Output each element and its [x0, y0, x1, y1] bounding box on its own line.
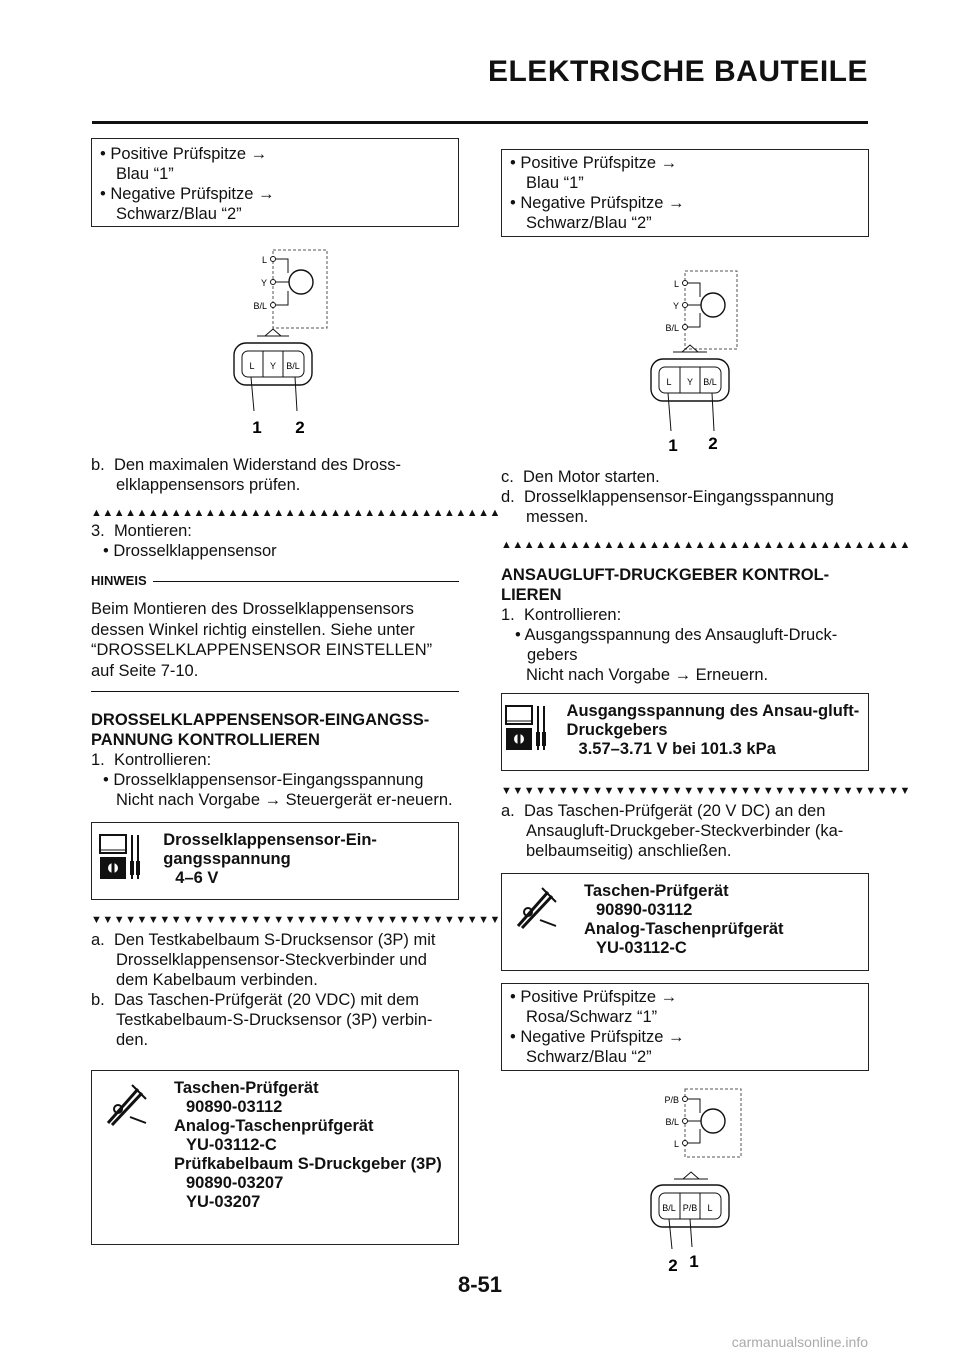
pin-label: L	[673, 1139, 679, 1149]
sensor-symbol	[701, 293, 725, 317]
connector-pin-label: L	[249, 361, 255, 371]
tool-line: Analog-Taschenprüfgerät	[584, 920, 784, 938]
connector-pin-label: L	[666, 377, 672, 387]
page-number: 8-51	[457, 1272, 503, 1297]
sensor-outline	[273, 250, 327, 328]
tool-box-left	[91, 1070, 459, 1245]
pin-dot	[683, 281, 688, 286]
triangle-row-end: ▲▲▲▲▲▲▲▲▲▲▲▲▲▲▲▲▲▲▲▲▲▲▲▲▲▲▲▲▲▲▲▲▲▲▲▲	[501, 539, 911, 551]
probe-line: Schwarz/Blau “2”	[116, 205, 242, 223]
pin-label: L	[673, 279, 679, 289]
tool-line: 90890-03112	[596, 901, 693, 919]
pin-dot	[683, 303, 688, 308]
wire	[276, 259, 288, 273]
step-text: Drosselklappensensor-Eingangsspannung messen.	[523, 488, 834, 526]
tool-list	[162, 1071, 448, 1244]
probe-box-right-2	[501, 983, 869, 1071]
pin-label: P/B	[664, 1095, 679, 1105]
wire	[688, 1099, 700, 1113]
probe-lead	[669, 1219, 672, 1249]
step-text: Das Taschen-Prüfgerät (20 V DC) an den Ansaugluft-Druckgeber-Steckverbinder (ka-belbaumseitig) anschließen.	[523, 802, 844, 860]
step-text: Den Testkabelbaum S-Drucksensor (3P) mit Drosselklappensensor-Steckverbinder und dem Kabelbaum verbinden.	[113, 931, 436, 989]
step-marker: 1.	[501, 606, 515, 624]
step-marker: 3.	[91, 522, 105, 540]
callout-number: 1	[668, 436, 678, 455]
wire	[688, 283, 700, 297]
callout-number: 1	[252, 418, 262, 437]
tool-line: Prüfkabelbaum S-Druckgeber (3P)	[174, 1155, 442, 1173]
step-text: Kontrollieren:	[523, 606, 622, 624]
probe-lead	[251, 377, 254, 411]
step-text: Den maximalen Widerstand des Dross-elklappensensors prüfen.	[113, 456, 401, 494]
step-text: Den Motor starten.	[523, 468, 660, 486]
probe-line: • Positive Prüfspitze →	[510, 988, 678, 1006]
connector-latch	[265, 329, 281, 336]
probe-line: • Positive Prüfspitze →	[100, 145, 268, 163]
pin-dot	[683, 1119, 688, 1124]
pin-label: Y	[672, 301, 679, 311]
triangle-row-start: ▼▼▼▼▼▼▼▼▼▼▼▼▼▼▼▼▼▼▼▼▼▼▼▼▼▼▼▼▼▼▼▼▼▼▼▼	[501, 785, 911, 797]
step-1-bullet: • Drosselklappensensor-Eingangsspannung	[103, 771, 424, 789]
callout-number: 1	[689, 1252, 699, 1271]
probe-line: • Positive Prüfspitze →	[510, 154, 678, 172]
page-header-title: ELEKTRISCHE BAUTEILE	[487, 55, 868, 88]
sensor-symbol	[289, 270, 313, 294]
step-1-note: Nicht nach Vorgabe → Steuergerät er-neuern.	[116, 791, 453, 809]
wire	[276, 291, 288, 305]
spec-box-tps-voltage	[91, 822, 459, 900]
connector-diagram-1	[91, 239, 459, 439]
probe-box-right	[501, 149, 869, 237]
tool-icon	[92, 1071, 162, 1244]
connector-latch	[683, 1172, 699, 1179]
step-marker: a.	[91, 931, 105, 949]
callout-number: 2	[708, 434, 718, 453]
step-1-bullet: • Ausgangsspannung des Ansaugluft-Druck-gebers	[515, 626, 838, 664]
tool-line: 90890-03207	[186, 1174, 284, 1192]
connector-diagram-2	[501, 257, 869, 467]
pin-dot	[683, 1141, 688, 1146]
probe-line: Schwarz/Blau “2”	[526, 214, 652, 232]
callout-number: 2	[295, 418, 305, 437]
spec-title: Drosselklappensensor-Ein-gangsspannung	[163, 831, 377, 868]
pin-dot	[271, 257, 276, 262]
tool-line: YU-03112-C	[596, 939, 687, 957]
step-1	[91, 750, 459, 770]
probe-line: • Negative Prüfspitze →	[510, 194, 685, 212]
triangle-row-end: ▲▲▲▲▲▲▲▲▲▲▲▲▲▲▲▲▲▲▲▲▲▲▲▲▲▲▲▲▲▲▲▲▲▲▲▲	[91, 507, 501, 519]
spec-value: 3.57–3.71 V bei 101.3 kPa	[578, 740, 776, 758]
probe-line: Blau “1”	[526, 174, 584, 192]
left-column	[91, 138, 501, 1245]
pin-dot	[683, 325, 688, 330]
hinweis-heading	[91, 571, 459, 591]
pin-label: B/L	[665, 323, 679, 333]
probe-lead	[295, 377, 297, 411]
section-title-tps-voltage: DROSSELKLAPPENSENSOR-EINGANGSS-PANNUNG KONTROLLIEREN	[91, 711, 430, 749]
hinweis-rule	[153, 581, 459, 582]
tool-list	[572, 874, 790, 970]
hinweis-label: HINWEIS	[91, 573, 147, 588]
pin-label: B/L	[665, 1117, 679, 1127]
pin-label: B/L	[253, 301, 267, 311]
step-marker: b.	[91, 456, 105, 474]
header-rule	[92, 121, 868, 124]
tool-box-right	[501, 873, 869, 971]
pin-dot	[271, 280, 276, 285]
probe-lead	[690, 1219, 692, 1247]
step-b	[91, 455, 459, 495]
callout-number: 2	[668, 1256, 678, 1275]
step-1	[501, 605, 869, 625]
connector-pin-label: B/L	[286, 361, 300, 371]
tool-line: YU-03207	[186, 1193, 261, 1211]
hinweis-text: Beim Montieren des Drosselklappensensors dessen Winkel richtig einstellen. Siehe unter “DROSSELKLAPPENSENSOR EINSTELLEN” auf Seite 7-10.	[91, 600, 433, 680]
step-marker: a.	[501, 802, 515, 820]
connector-pin-label: Y	[686, 377, 694, 387]
wire	[688, 313, 700, 327]
step-d	[501, 487, 869, 527]
step-marker: d.	[501, 488, 515, 506]
probe-line: • Negative Prüfspitze →	[100, 185, 275, 203]
step-c	[501, 467, 869, 487]
section-title-map-sensor: ANSAUGLUFT-DRUCKGEBER KONTROL-LIEREN	[501, 566, 830, 604]
step-text: Das Taschen-Prüfgerät (20 VDC) mit dem Testkabelbaum-S-Drucksensor (3P) verbin-den.	[113, 991, 433, 1049]
tool-line: YU-03112-C	[186, 1136, 277, 1154]
probe-line: Rosa/Schwarz “1”	[526, 1008, 658, 1026]
step-a	[501, 801, 869, 861]
step-marker: 1.	[91, 751, 105, 769]
spec-text	[151, 823, 458, 899]
spec-value: 4–6 V	[175, 869, 219, 887]
probe-line: Schwarz/Blau “2”	[526, 1048, 652, 1066]
probe-line: Blau “1”	[116, 165, 174, 183]
wire	[688, 1129, 700, 1143]
step-b2	[91, 990, 459, 1050]
tool-line: 90890-03112	[186, 1098, 283, 1116]
connector-pin-label: B/L	[662, 1203, 676, 1213]
triangle-row-start: ▼▼▼▼▼▼▼▼▼▼▼▼▼▼▼▼▼▼▼▼▼▼▼▼▼▼▼▼▼▼▼▼▼▼▼▼	[91, 914, 501, 926]
connector-pin-label: Y	[269, 361, 277, 371]
connector-diagram-3	[501, 1087, 869, 1287]
step-3-bullet: • Drosselklappensensor	[103, 542, 277, 560]
hinweis-end-rule	[91, 691, 459, 692]
pin-dot	[271, 303, 276, 308]
probe-lead	[712, 393, 714, 431]
tool-icon	[502, 874, 572, 970]
pin-dot	[683, 1097, 688, 1102]
connector-pin-label: B/L	[703, 377, 717, 387]
step-text: Montieren:	[113, 522, 192, 540]
step-a	[91, 930, 459, 990]
probe-box-left	[91, 138, 459, 227]
probe-lead	[668, 393, 671, 431]
tool-line: Taschen-Prüfgerät	[584, 882, 729, 900]
spec-box-map-sensor	[501, 693, 869, 771]
watermark: carmanualsonline.info	[731, 1334, 868, 1350]
tool-line: Analog-Taschenprüfgerät	[174, 1117, 374, 1135]
pin-label: Y	[260, 278, 267, 288]
tool-line: Taschen-Prüfgerät	[174, 1079, 319, 1097]
spec-text	[555, 694, 868, 770]
connector-pin-label: L	[707, 1203, 713, 1213]
connector-pin-label: P/B	[682, 1203, 698, 1213]
multimeter-icon	[92, 823, 151, 899]
step-marker: b.	[91, 991, 105, 1009]
step-text: Kontrollieren:	[113, 751, 212, 769]
pin-label: L	[261, 255, 267, 265]
step-marker: c.	[501, 468, 514, 486]
probe-line: • Negative Prüfspitze →	[510, 1028, 685, 1046]
step-1-note: Nicht nach Vorgabe → Erneuern.	[526, 666, 769, 684]
sensor-symbol	[701, 1109, 725, 1133]
multimeter-icon	[502, 694, 555, 770]
step-3	[91, 521, 459, 541]
right-column	[501, 149, 911, 1287]
spec-title: Ausgangsspannung des Ansau-gluft-Druckgebers	[566, 702, 860, 739]
